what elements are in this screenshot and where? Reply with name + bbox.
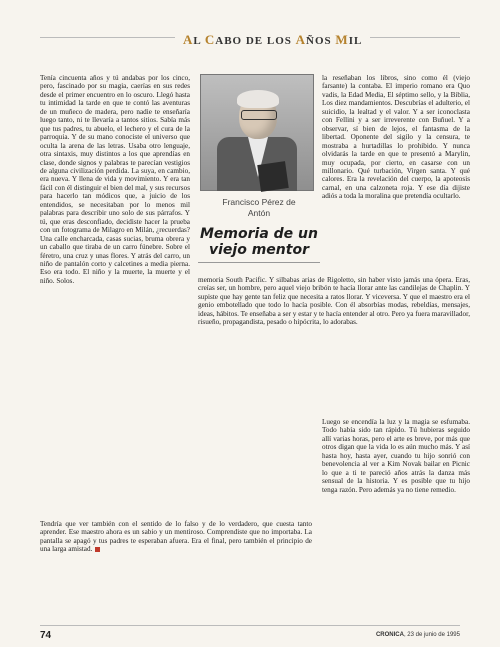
section-header [175, 32, 370, 48]
article-title: Memoria de un viejo mentor [200, 226, 318, 258]
paragraph-col1: Tenía cincuenta años y tú andabas por los cinco, pero, fascinado por su magia, caerías en sus redes desde el primer encuentro en lo oscuro. Llegó hasta tu intimidad la tarde en que te contó las aventuras de un muñeco de madera, pero nadie te enseñaría luego tanto, ni te llevaría a tantos sitios. Sabía más que tus padres, tu abuelo, el lechero y el cura de la parroquia. Y de su mano conociste el universo que oculta la arena de las letras. Usaba otro lenguaje, otra sintaxis, muy distintos a los que aprendías en clase, donde signos y palabras te parecían vestigios de alguna civilización perdida. La suya, en cambio, era nueva. Y llena de vida y movimiento. Y era tan fácil con él distinguir el bien del mal, y sus recursos para hacerlo tan módicos que, a juicio de los entendidos, se necesitaban por lo menos mil palabras para describir uno solo de sus párrafos. Y tú, que eras desconfiado, decidiste hacer la prueba con un fotograma de Milagro en Milán, ¿recuerdas? Una calle encharcada, casas sucias, bruma obrera y un caballo que tiraba de un carro fúnebre. Sobre el féretro, una cruz y unas flores. Y atrás del carro, un niño de pantalón corto y calcetines a media pierna. Eso era todo. El niño y la muerte, la muerte y el niño. Solos. [40, 74, 190, 285]
article-column-left [40, 74, 190, 285]
header-cap-c: C [204, 32, 216, 47]
title-rule [198, 262, 320, 263]
header-text-2: ABO DE LOS [215, 35, 296, 47]
paragraph-right-top: la reseñaban los libros, sino como él (viejo farsante) la contaba. El imperio romano era Quo vadis, la Edad Media, El séptimo sello, y la Biblia, Los diez mandamientos. Descubrías el adulterio, el suicidio, la lealtad y el valor. Y a ser iconoclasta con Fellini y a ser irreverente con Buñuel. Y a observar, sí bien de lejos, el fantasma de la libertad. Oponente del sigilo y la censura, te mostraba a hurtadillas lo prohibido. Y nunca olvidarás la tarde en que te presentó a Marylin, muy ocupada, por cierto, en casarse con un millonario. Qué turbación, Virgen santa. Y qué calores. Era la revelación del cuerpo, la apoteosis carnal, en una calzoneta roja. Y ese día dijiste adiós a toda la moralina que pretendía ocultarlo. [322, 74, 470, 201]
header-cap-m: M [335, 32, 349, 47]
book-image [257, 161, 288, 192]
author-photo [200, 74, 314, 191]
header-text-4: IL [348, 35, 363, 47]
paragraph-bottom: Tendría que ver también con el sentido de lo falso y de lo verdadero, que cuesta tanto aprender. Ese maestro ahora es un sabio y un mentiroso. Comprendiste que no importaba. La pantalla se apagó y tus padres te esperaban afuera. Era el final, pero también el principio de una larga amistad. [40, 520, 312, 554]
header-text-1: L [193, 35, 205, 47]
footer-rule [40, 625, 460, 626]
paragraph-right-bottom: Luego se encendía la luz y la magia se esfumaba. Todo había sido tan rápido. Tú hubieras seguido allí varias horas, pero el arte es breve, por más que otros digan que la vida lo es aún mucho más. Y así hasta hoy, hasta ayer, cuando tu hijo sonrió con benevolencia al ver a Kim Novak bailar en Picnic lo que a ti te pareció años atrás la danza más sensual de la historia. Y es posible que tu hijo tenga razón. Pero además ya no tiene remedio. [322, 418, 470, 494]
page-number: 74 [40, 630, 52, 641]
header-text-3: ÑOS [306, 35, 336, 47]
source-line [376, 632, 460, 638]
end-mark-icon [95, 547, 100, 552]
article-column-right-mid [198, 276, 470, 327]
paragraph-right-mid: memoria South Pacific. Y silbabas arias de Rigoletto, sin haber visto jamás una ópera. Eras, creías ser, un hombre, pero aquel viejo bribón te hacía llorar ante las candilejas de Chaplin. Y supiste que hay gente tan feliz que necesita a ratos llorar. Y viceversa. Y que el maestro era el genio embotellado que todo lo hacía posible. Con él absorbías modas, rebeldías, mensajes, ideas, hábitos. Te enseñaba a ser y estar y te hacía entender al otro. Pero ya fuera maravillador, risueño, propagandista, pesado o hipócrita, lo adorabas. [198, 276, 470, 327]
header-cap-a: A [183, 32, 194, 47]
source-brand: CRONICA [375, 632, 404, 638]
article-column-right-bottom [322, 418, 470, 494]
article-column-right-top [322, 74, 470, 201]
author-caption: Francisco Pérez de Antón [222, 197, 296, 218]
source-date: , 23 de junio de 1995 [403, 632, 460, 638]
header-cap-a2: A [295, 32, 307, 47]
article-column-bottom [40, 520, 312, 554]
